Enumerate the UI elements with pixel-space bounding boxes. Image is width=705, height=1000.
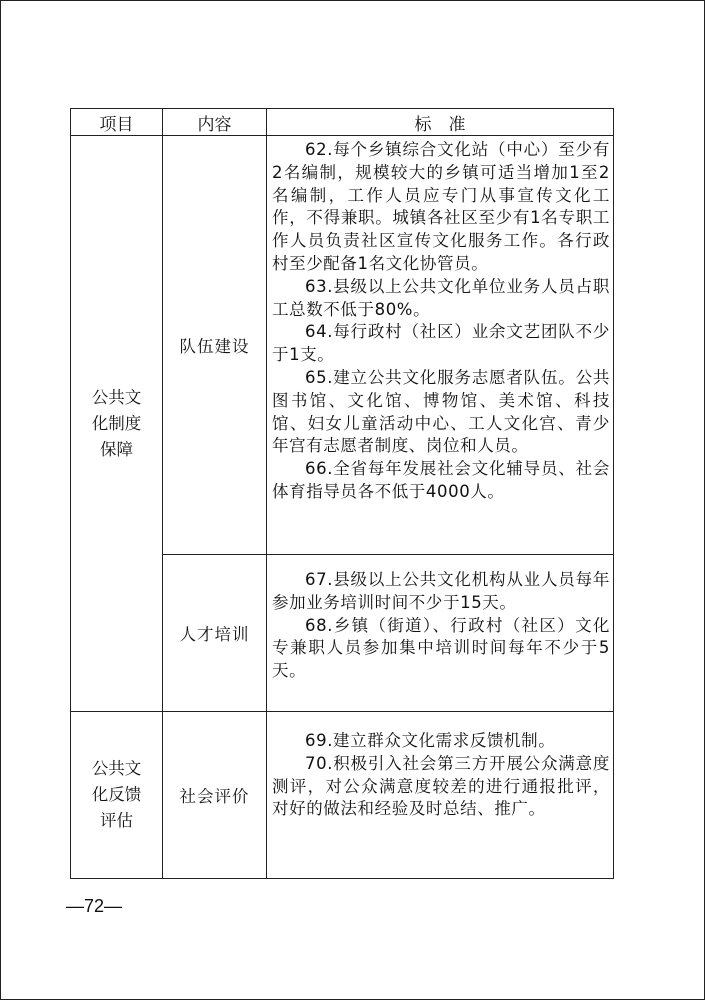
page-number: —72—	[66, 896, 123, 916]
standard-paragraph: 64.每行政村（社区）业余文艺团队不少于1支。	[272, 322, 610, 365]
standard-paragraph: 70.积极引入社会第三方开展公众满意度测评，对公众满意度较差的进行通报批评，对好的做法和经验及时总结、推广。	[272, 753, 610, 819]
category-line: 化反馈	[91, 785, 142, 804]
header-item: 项目	[71, 109, 163, 136]
standard-paragraph: 66.全省每年发展社会文化辅导员、社会体育指导员各不低于4000人。	[272, 459, 610, 501]
standard-cell	[267, 555, 614, 712]
category-line: 保障	[100, 439, 133, 459]
standard-paragraph: 67.县级以上公共文化机构从业人员每年参加业务培训时间不少于15天。	[272, 570, 610, 612]
content-cell: 人才培训	[163, 555, 267, 712]
standard-paragraph: 65.建立公共文化服务志愿者队伍。公共图书馆、文化馆、博物馆、美术馆、科技馆、妇女儿童活动中心、工人文化宫、青少年宫有志愿者制度、岗位和人员。	[272, 367, 610, 456]
content-cell: 社会评价	[163, 712, 267, 879]
table-row	[71, 712, 614, 879]
standard-cell	[267, 136, 614, 555]
category-cell	[71, 712, 163, 879]
category-line: 公共文	[91, 759, 142, 778]
category-line: 评估	[100, 811, 133, 830]
standard-paragraph: 62.每个乡镇综合文化站（中心）至少有2名编制，规模较大的乡镇可适当增加1至2名编制，工作人员应专门从事宣传文化工作，不得兼职。城镇各社区至少有1名专职工作人员负责社区宣传文化服务工作。各行政村至少配备1名文化协管员。	[272, 140, 610, 273]
table-row	[71, 136, 614, 555]
category-cell	[71, 136, 163, 712]
category-line: 公共文	[91, 387, 142, 407]
standard-paragraph: 69.建立群众文化需求反馈机制。	[305, 731, 556, 750]
standards-table	[70, 108, 614, 879]
standard-cell	[267, 712, 614, 879]
content-cell: 队伍建设	[163, 136, 267, 555]
category-line: 化制度	[91, 413, 142, 433]
standard-paragraph: 68.乡镇（街道）、行政村（社区）文化专兼职人员参加集中培训时间每年不少于5天。	[272, 615, 610, 681]
standard-paragraph: 63.县级以上公共文化单位业务人员占职工总数不低于80%。	[272, 276, 610, 319]
header-standard: 标 准	[267, 109, 614, 136]
header-content: 内容	[163, 109, 267, 136]
table-header-row	[71, 109, 614, 136]
